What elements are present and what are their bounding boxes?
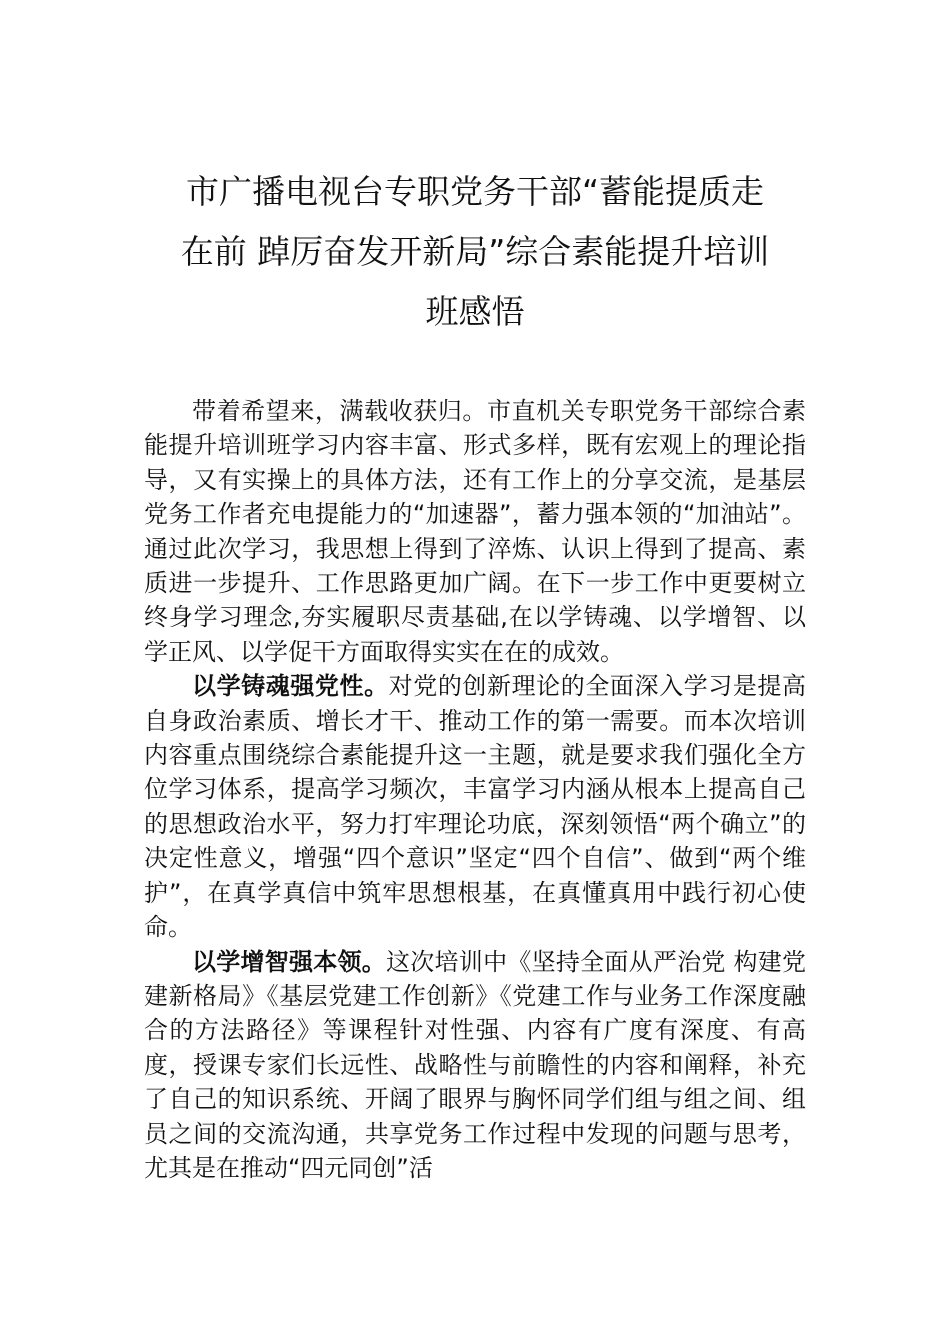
paragraph-lead: 以学铸魂强党性。 — [192, 672, 389, 701]
title-line-1: 市广播电视台专职党务干部“蓄能提质走 — [185, 172, 765, 211]
paragraph-lead: 以学增智强本领。 — [192, 947, 387, 976]
document-title — [140, 162, 810, 342]
paragraph-text: 这次培训中《坚持全面从严治党 构建党建新格局》《基层党建工作创新》《党建工作与业务工作深度融合的方法路径》等课程针对性强、内容有广度有深度、有高度，授课专家们长远性、战略性与前瞻性的内容和阐释，补充了自己的知识系统、开阔了眼界与胸怀同学们组与组之间、组员之间的交流沟通，共享党务工作过程中发现的问题与思考，尤其是在推动“四元同创”活 — [144, 947, 806, 1182]
section-paragraph-skills — [144, 945, 806, 1186]
title-line-2: 在前 踔厉奋发开新局”综合素能提升培训 — [180, 232, 770, 271]
intro-paragraph — [144, 394, 806, 669]
paragraph-text: 带着希望来，满载收获归。市直机关专职党务干部综合素能提升培训班学习内容丰富、形式多样，既有宏观上的理论指导，又有实操上的具体方法，还有工作上的分享交流，是基层党务工作者充电提能力的“加速器”，蓄力强本领的“加油站”。通过此次学习，我思想上得到了淬炼、认识上得到了提高、素质进一步提升、工作思路更加广阔。在下一步工作中更要树立终身学习理念,夯实履职尽责基础,在以学铸魂、以学增智、以学正风、以学促干方面取得实实在在的成效。 — [144, 397, 806, 666]
document-body — [144, 394, 806, 1185]
paragraph-text: 对党的创新理论的全面深入学习是提高自身政治素质、增长才干、推动工作的第一需要。而本次培训内容重点围绕综合素能提升这一主题，就是要求我们强化全方位学习体系，提高学习频次，丰富学习内涵从根本上提高自己的思想政治水平，努力打牢理论功底，深刻领悟“两个确立”的决定性意义，增强“四个意识”坚定“四个自信”、做到“两个维护”，在真学真信中筑牢思想根基，在真懂真用中践行初心使命。 — [144, 672, 807, 942]
title-line-3: 班感悟 — [425, 292, 525, 331]
section-paragraph-party-spirit — [144, 669, 806, 944]
